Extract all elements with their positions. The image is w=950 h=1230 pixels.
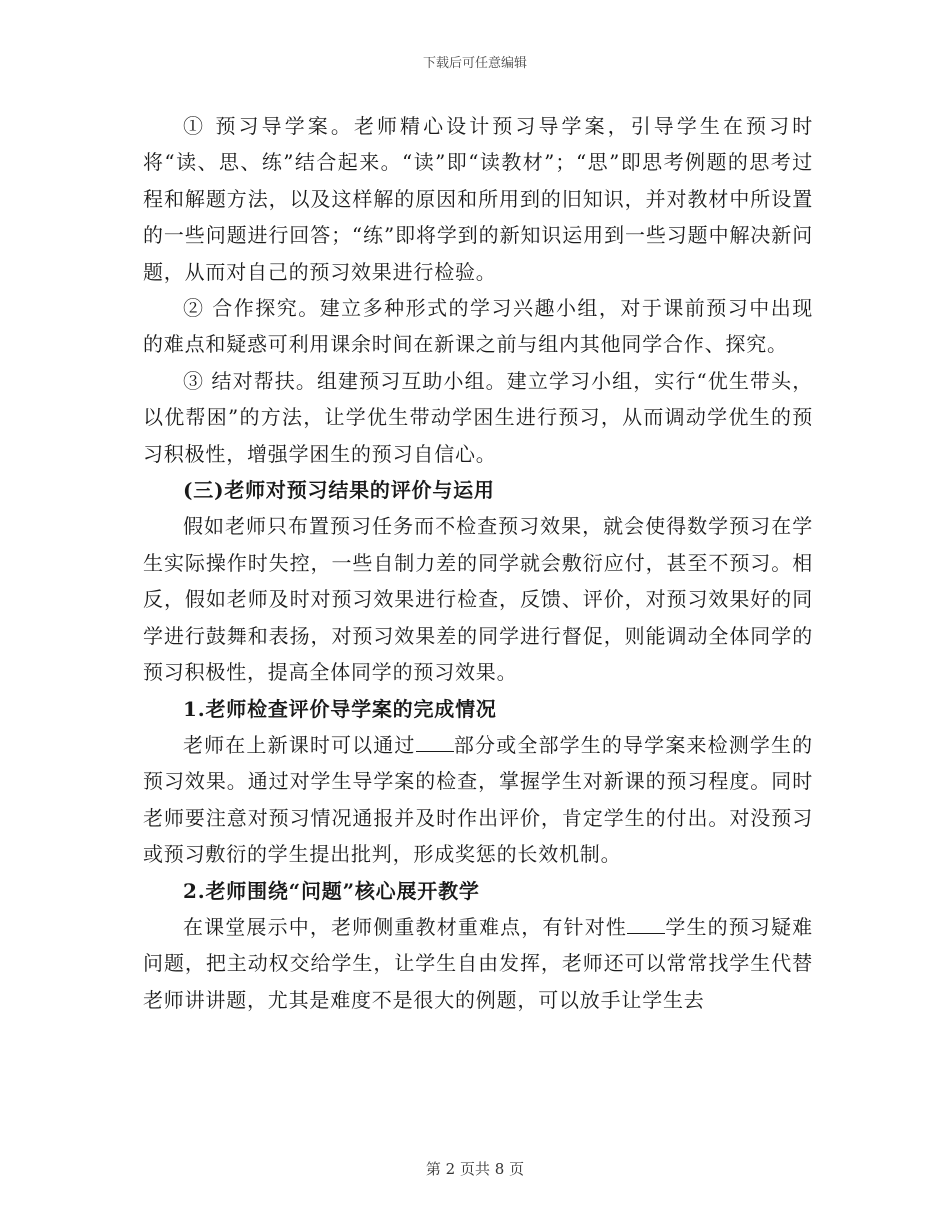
section-heading-evaluation: (三)老师对预习结果的评价与运用	[183, 478, 495, 503]
text-fragment: 部分或全部学生的导学案来检测学生的预习效果。通过对学生导学案的检查，掌握学生对新课的预习程度。同时老师要注意对预习情况通报并及时作出评价，肯定学生的付出。对没预习或预习敷衍的学生提出批判，形成奖惩的长效机制。	[143, 732, 813, 867]
subheading-check-guide: 1.老师检查评价导学案的完成情况	[183, 696, 497, 721]
paragraph-evaluation-intro: 假如老师只布置预习任务而不检查预习效果，就会使得数学预习在学生实际操作时失控，一些自制力差的同学就会敷衍应付，甚至不预习。相反，假如老师及时对预习效果进行检查，反馈、评价，对预习效果好的同学进行鼓舞和表扬，对预习效果差的同学进行督促，则能调动全体同学的预习积极性，提高全体同学的预习效果。	[143, 514, 813, 685]
fill-blank	[627, 915, 665, 934]
paragraph-peer-support: ③ 结对帮扶。组建预习互助小组。建立学习小组，实行“优生带头，以优帮困”的方法，让学优生带动学困生进行预习，从而调动学优生的预习积极性，增强学困生的预习自信心。	[143, 368, 813, 466]
paragraph-check-guide	[143, 727, 813, 873]
paragraph-cooperative-inquiry: ② 合作探究。建立多种形式的学习兴趣小组，对于课前预习中出现的难点和疑惑可利用课余时间在新课之前与组内其他同学合作、探究。	[143, 296, 813, 357]
text-fragment: 老师在上新课时可以通过	[183, 732, 416, 757]
page-header: 下载后可任意编辑	[422, 56, 527, 71]
subheading-problem-core: 2.老师围绕“问题”核心展开教学	[183, 878, 480, 903]
fill-blank	[416, 733, 454, 752]
paragraph-problem-core	[143, 909, 813, 1018]
document-body	[143, 108, 813, 1018]
text-fragment: 在课堂展示中，老师侧重教材重难点，有针对性	[183, 914, 627, 939]
paragraph-preview-guide: ① 预习导学案。老师精心设计预习导学案，引导学生在预习时将“读、思、练”结合起来。“读”即“读教材”；“思”即思考例题的思考过程和解题方法，以及这样解的原因和所用到的旧知识，并对教材中所设置的一些问题进行回答；“练”即将学到的新知识运用到一些习题中解决新问题，从而对自己的预习效果进行检验。	[143, 114, 813, 284]
text-fragment: 学生的预习疑难问题，把主动权交给学生，让学生自由发挥，老师还可以常常找学生代替老师讲讲题，尤其是难度不是很大的例题，可以放手让学生去	[143, 914, 813, 1012]
page-footer: 第 2 页共 8 页	[425, 1160, 525, 1178]
